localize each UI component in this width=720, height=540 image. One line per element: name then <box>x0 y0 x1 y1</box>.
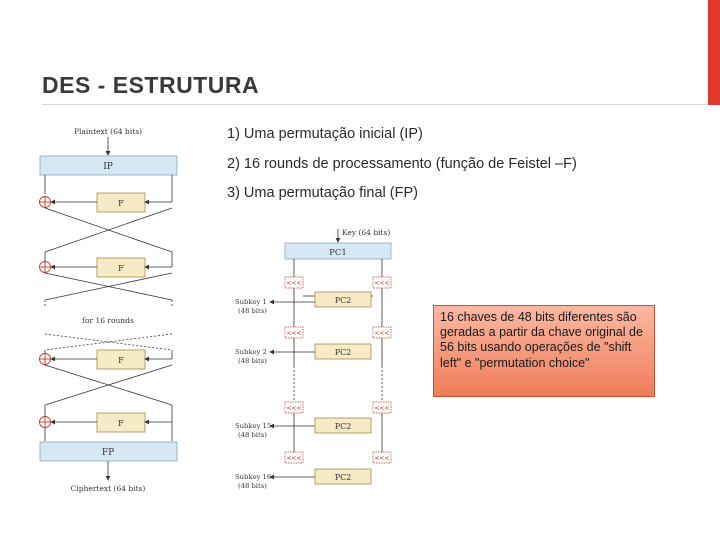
key-label: Key (64 bits) <box>342 228 391 237</box>
key-schedule-note: 16 chaves de 48 bits diferentes são geradas a partir da chave original de 56 bits usando operações de "shift left" e "permutation choice" <box>433 305 655 397</box>
subkey-15-label: Subkey 15 <box>235 422 272 430</box>
shift-label: <<< <box>374 405 390 412</box>
shift-label: <<< <box>374 330 390 337</box>
title-divider <box>42 104 708 105</box>
accent-bar <box>708 0 720 105</box>
bullet-ip: 1) Uma permutação inicial (IP) <box>227 126 423 142</box>
pc2-label: PC2 <box>334 348 352 357</box>
pc2-label: PC2 <box>334 422 352 431</box>
shift-label: <<< <box>374 280 390 287</box>
fp-label: FP <box>101 448 115 458</box>
rounds-label: for 16 rounds <box>82 316 134 325</box>
bullet-fp: 3) Uma permutação final (FP) <box>227 185 418 201</box>
f-label-15: F <box>118 356 124 366</box>
shift-label: <<< <box>286 330 302 337</box>
bullet-rounds: 2) 16 rounds de processamento (função de Feistel –F) <box>227 156 577 172</box>
subkey-2-label: Subkey 2 <box>235 348 267 356</box>
key-schedule-diagram <box>232 226 402 494</box>
subkey-2-bits: (48 bits) <box>238 357 267 365</box>
ciphertext-label: Ciphertext (64 bits) <box>70 484 146 493</box>
subkey-15-bits: (48 bits) <box>238 431 267 439</box>
f-label-2: F <box>118 264 124 274</box>
shift-label: <<< <box>286 455 302 462</box>
shift-label: <<< <box>374 455 390 462</box>
feistel-diagram <box>35 122 185 497</box>
subkey-16-label: Subkey 16 <box>235 473 272 481</box>
f-label-16: F <box>118 419 124 429</box>
shift-label: <<< <box>286 280 302 287</box>
subkey-1-bits: (48 bits) <box>238 307 267 315</box>
ip-label: IP <box>103 162 113 172</box>
subkey-1-label: Subkey 1 <box>235 298 267 306</box>
plaintext-label: Plaintext (64 bits) <box>73 127 143 136</box>
slide-title: DES - ESTRUTURA <box>42 72 260 98</box>
f-label-1: F <box>118 199 124 209</box>
shift-label: <<< <box>286 405 302 412</box>
pc1-label: PC1 <box>329 248 347 258</box>
subkey-16-bits: (48 bits) <box>238 482 267 490</box>
pc2-label: PC2 <box>334 296 352 305</box>
pc2-label: PC2 <box>334 473 352 482</box>
